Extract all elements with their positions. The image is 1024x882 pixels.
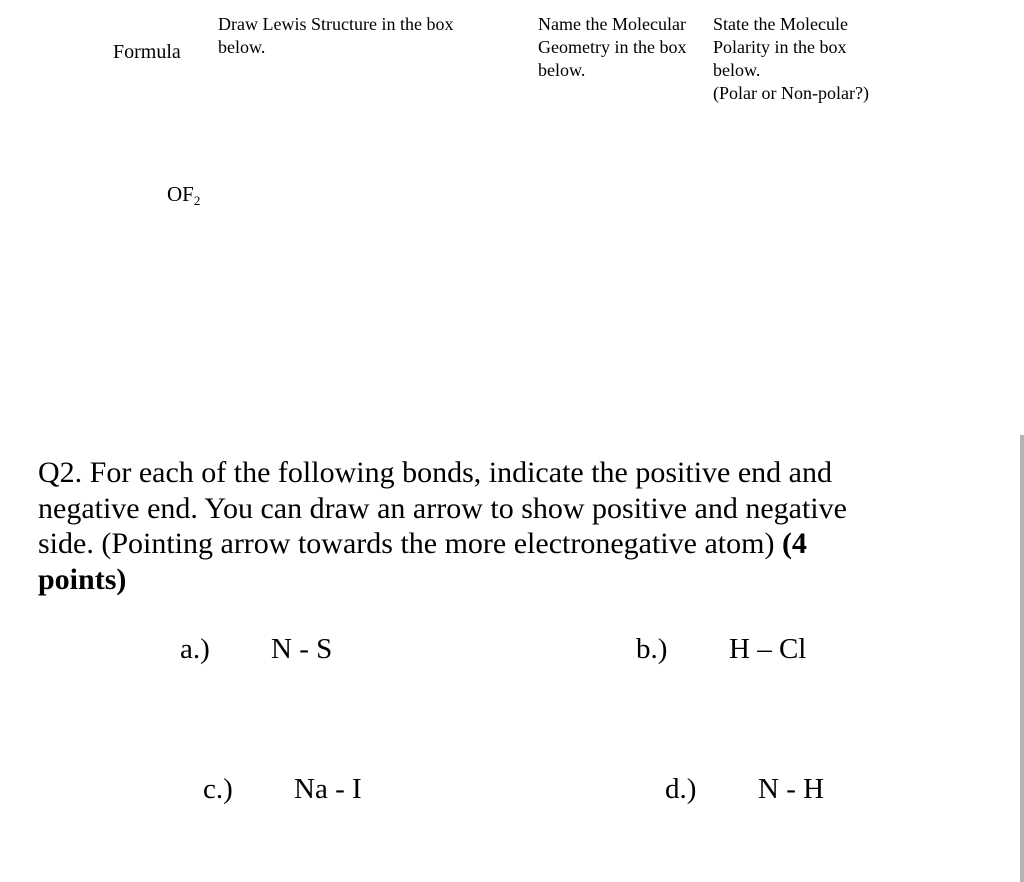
question-line-text: side. (Pointing arrow towards the more electronegative atom)	[38, 527, 782, 560]
molecular-geometry-header	[538, 13, 686, 82]
points-label-part1: (4	[781, 527, 807, 560]
polarity-header-line: below.	[713, 60, 761, 80]
points-label-part2: points)	[38, 562, 127, 596]
polarity-header	[713, 13, 869, 105]
bond-label-b: b.)	[636, 633, 668, 665]
bond-c: Na - I	[294, 773, 362, 805]
lewis-structure-header	[218, 13, 453, 59]
polarity-header-line: State the Molecule	[713, 14, 848, 34]
bond-label-a: a.)	[180, 633, 210, 665]
question-2	[38, 455, 938, 597]
lewis-header-line: Draw Lewis Structure in the box	[218, 14, 454, 34]
bond-a: N - S	[271, 633, 333, 665]
bond-d: N - H	[758, 773, 825, 805]
question-line	[38, 526, 938, 562]
polarity-header-line: Polarity in the box	[713, 37, 847, 57]
geometry-header-line: Geometry in the box	[538, 37, 687, 57]
bond-label-d: d.)	[665, 773, 697, 805]
bond-b: H – Cl	[729, 633, 807, 665]
question-line	[38, 562, 938, 598]
geometry-header-line: Name the Molecular	[538, 14, 686, 34]
formula-header: Formula	[113, 41, 181, 63]
formula-main: OF	[167, 182, 194, 206]
geometry-header-line: below.	[538, 60, 586, 80]
vertical-scrollbar[interactable]	[1020, 435, 1024, 882]
formula-subscript: 2	[193, 193, 201, 208]
formula-of2	[167, 181, 200, 214]
question-line: Q2. For each of the following bonds, indicate the positive end and	[38, 456, 832, 489]
bond-label-c: c.)	[203, 773, 233, 805]
lewis-header-line: below.	[218, 37, 266, 57]
polarity-header-line: (Polar or Non-polar?)	[713, 83, 869, 103]
question-line: negative end. You can draw an arrow to show positive and negative	[38, 491, 847, 525]
